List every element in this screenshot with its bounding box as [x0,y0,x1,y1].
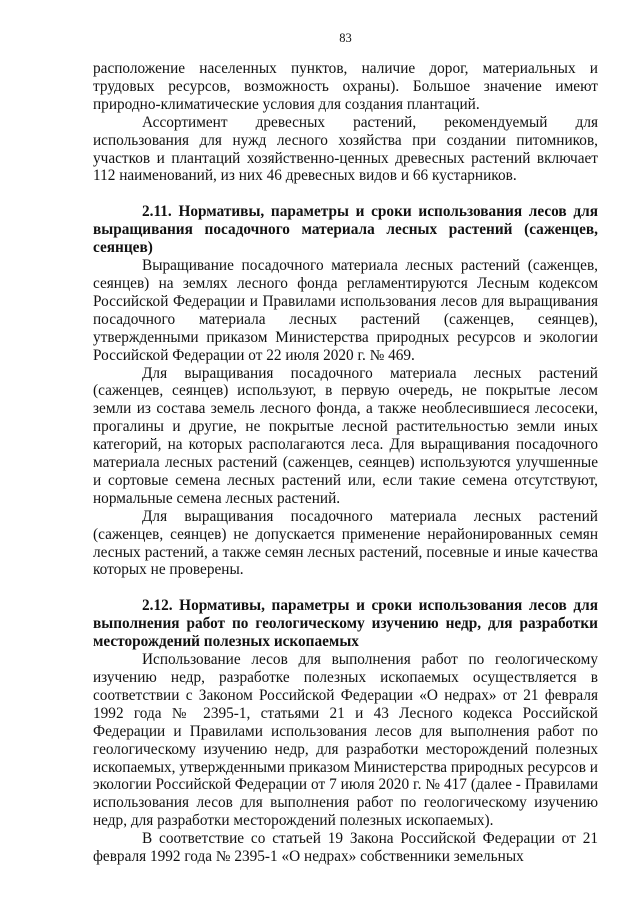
section-spacer [93,579,598,597]
paragraph-assortment: Ассортимент древесных растений, рекомендуемый для использования для нужд лесного хозяйства при создании питомников, участков и плантаций хозяйственно-ценных древесных растений включает 112 наименований, из них 46 древесных видов и 66 кустарников. [93,113,598,185]
paragraph-2-11-seeds: Для выращивания посадочного материала лесных растений (саженцев, сеянцев) не допускается применение нерайонированных семян лесных растений, а также семян лесных растений, посевные и иные качества которых не проверены. [93,507,598,579]
paragraph-2-12-law: Использование лесов для выполнения работ по геологическому изучению недр, разработке полезных ископаемых осуществляется в соответствии с Законом Российской Федерации «О недрах» от 21 февраля 1992 года № 2395-1, статьями 21 и 43 Лесного кодекса Российской Федерации и Правилами использования лесов для выполнения работ по геологическому изучению недр, для разработки месторождений полезных ископаемых, утвержденными приказом Министерства природных ресурсов и экологии Российской Федерации от 7 июля 2020 г. № 417 (далее - Правилами использования лесов для выполнения работ по геологическому изучению недр, для разработки месторождений полезных ископаемых). [93,651,598,830]
paragraph-2-11-regulation: Выращивание посадочного материала лесных растений (саженцев, сеянцев) на землях лесного фонда регламентируются Лесным кодексом Российской Федерации и Правилами использования лесов для выращивания посадочного материала лесных растений (саженцев, сеянцев), утвержденными приказом Министерства природных ресурсов и экологии Российской Федерации от 22 июля 2020 г. № 469. [93,257,598,364]
paragraph-intro-continuation: расположение населенных пунктов, наличие дорог, материальных и трудовых ресурсов, возможность охраны). Большое значение имеют природно-климатические условия для создания плантаций. [93,60,598,113]
section-heading-2-11: 2.11. Нормативы, параметры и сроки использования лесов для выращивания посадочного материала лесных растений (саженцев, сеянцев) [93,203,598,257]
section-heading-2-12: 2.12. Нормативы, параметры и сроки использования лесов для выполнения работ по геологическому изучению недр, для разработки месторождений полезных ископаемых [93,597,598,651]
paragraph-2-12-owners: В соответствие со статьей 19 Закона Российской Федерации от 21 февраля 1992 года № 2395-1 «О недрах» собственники земельных [93,830,598,866]
paragraph-2-11-lands: Для выращивания посадочного материала лесных растений (саженцев, сеянцев) используют, в первую очередь, не покрытые лесом земли из состава земель лесного фонда, а также необлесившиеся лесосеки, прогалины и другие, не покрытые лесной растительностью земли иных категорий, на которых располагаются леса. Для выращивания посадочного материала лесных растений (саженцев, сеянцев) используются улучшенные и сортовые семена лесных растений или, если такие семена отсутствуют, нормальные семена лесных растений. [93,364,598,507]
document-page [93,30,598,866]
page-number: 83 [339,31,352,45]
section-spacer [93,185,598,203]
